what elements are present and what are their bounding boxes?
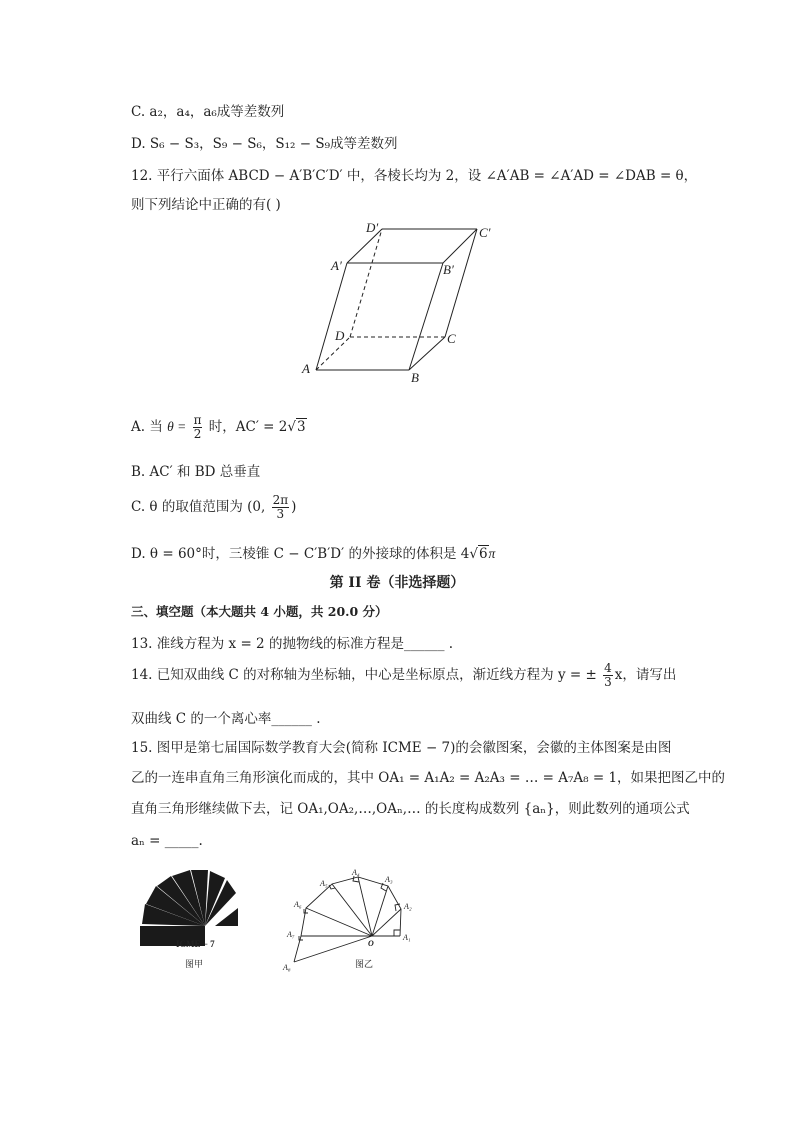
q12-option-a-rad: 3 xyxy=(297,419,306,435)
spiral-label-A4: A₄ xyxy=(352,868,360,877)
spiral-label-A7: A₇ xyxy=(287,930,295,939)
q12-option-a-den: 2 xyxy=(193,427,202,441)
label-D1: D′ xyxy=(366,220,379,235)
q12-option-b: B. AC′ 和 BD 总垂直 xyxy=(131,464,261,480)
q12-option-a-theta: θ = xyxy=(167,419,187,434)
q12-option-c-den: 3 xyxy=(276,507,285,521)
label-D: D xyxy=(335,328,345,343)
q12-option-a-fraction xyxy=(193,414,203,441)
q12-option-a: A. 当 θ = $\frac{\pi}{2}$ 时，AC′ = 2√3 xyxy=(131,413,306,441)
icme-logo-text: ICME − 7 xyxy=(176,939,215,949)
section-heading: 三、填空题（本大题共 4 小题，共 20.0 分） xyxy=(131,604,388,619)
q13-text: 13. 准线方程为 x = 2 的抛物线的标准方程是______ . xyxy=(131,636,454,652)
q11-option-c: C. a₂，a₄，a₆成等差数列 xyxy=(131,104,285,120)
q14-fraction xyxy=(603,662,613,689)
q12-option-a-mid: 时，AC′ = 2 xyxy=(208,419,288,435)
spiral-label-A6: A₆ xyxy=(294,900,302,909)
q14-line1 xyxy=(131,662,676,689)
q15-line4: aₙ = _____. xyxy=(131,833,203,849)
spiral-label-O: O xyxy=(368,939,374,948)
q12-option-d-suffix: π xyxy=(488,546,496,561)
q14-line1-prefix: 14. 已知双曲线 C 的对称轴为坐标轴，中心是坐标原点，渐近线方程为 y = ± xyxy=(131,667,597,683)
q14-den: 3 xyxy=(604,675,612,689)
q14-line2: 双曲线 C 的一个离心率______ . xyxy=(131,711,321,727)
fig-yi-caption: 图乙 xyxy=(355,959,374,969)
icme-logo-figure xyxy=(140,870,238,946)
q12-option-c xyxy=(131,494,296,521)
q12-option-c-suffix: ) xyxy=(291,499,297,515)
q12-option-a-prefix: A. 当 xyxy=(131,419,163,435)
q12-option-a-num: π xyxy=(193,413,202,427)
spiral-label-A8: A₈ xyxy=(283,963,291,972)
q15-line2: 乙的一连串直角三角形演化而成的，其中 OA₁ = A₁A₂ = A₂A₃ = … = A₇A₈ = 1，如果把图乙中的 xyxy=(131,770,726,786)
q15-line3: 直角三角形继续做下去，记 OA₁,OA₂,…,OAₙ,… 的长度构成数列 {aₙ}，则此数列的通项公式 xyxy=(131,801,690,817)
q15-line1: 15. 图甲是第七届国际数学教育大会(简称 ICME − 7)的会徽图案，会徽的主体图案是由图 xyxy=(131,740,672,756)
fig-jia-caption: 图甲 xyxy=(185,959,204,969)
q12-option-d: D. θ = 60°时，三棱锥 C − C′B′D′ 的外接球的体积是 4√6π xyxy=(131,546,496,562)
q12-stem-line1: 12. 平行六面体 ABCD − A′B′C′D′ 中，各棱长均为 2，设 ∠A′AB = ∠A′AD = ∠DAB = θ， xyxy=(131,168,698,184)
q12-option-d-prefix: D. θ = 60°时，三棱锥 C − C′B′D′ 的外接球的体积是 4 xyxy=(131,546,470,562)
label-B1: B′ xyxy=(443,262,454,277)
q12-option-c-prefix: C. θ 的取值范围为 (0, xyxy=(131,499,266,515)
spiral-label-A5: A₅ xyxy=(320,879,328,888)
edge-AA1 xyxy=(316,263,347,370)
label-A: A xyxy=(302,361,310,376)
q14-line1-suffix: x，请写出 xyxy=(614,667,677,683)
q12-stem-line2: 则下列结论中正确的有( ) xyxy=(131,197,281,213)
label-C: C xyxy=(447,331,456,346)
spiral-figure xyxy=(294,876,401,962)
part2-title: 第 II 卷（非选择题） xyxy=(329,575,465,591)
q12-option-c-num: 2π xyxy=(272,493,289,507)
q11-option-d: D. S₆ − S₃，S₉ − S₆，S₁₂ − S₉成等差数列 xyxy=(131,136,398,152)
label-A1: A′ xyxy=(331,258,342,273)
spiral-label-A2: A₂ xyxy=(404,902,412,911)
spiral-label-A1: A₁ xyxy=(403,933,411,942)
label-C1: C′ xyxy=(479,225,491,240)
label-B: B xyxy=(411,370,419,385)
q14-num: 4 xyxy=(604,661,612,675)
q12-option-c-fraction xyxy=(272,494,290,521)
q12-option-d-rad: 6 xyxy=(478,546,488,562)
spiral-label-A3: A₃ xyxy=(385,875,393,884)
